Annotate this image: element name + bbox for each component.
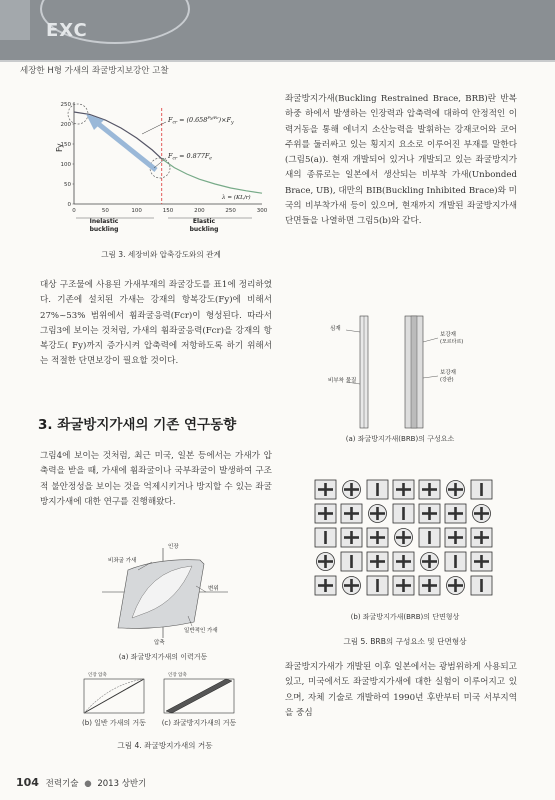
figure-4-caption: 그림 4. 좌굴방지가새의 거동 [117, 741, 213, 750]
brb-section-icon [445, 528, 466, 547]
right-paragraph-2: 좌굴방지가새가 개발된 이후 일본에서는 광범위하게 사용되고 있고, 미국에서도 좌굴방지가새에 대한 실험이 이루어지고 있으며, 자체 기술로 개발하여 1990년 후반부터 미국 서부지역을 중심 [285, 662, 517, 718]
brb-section-icon [341, 504, 362, 523]
fig5a-inner-core [411, 316, 417, 428]
page-number: 104 [16, 776, 39, 789]
figure-5a-svg [300, 312, 500, 432]
brb-section-icon [393, 552, 414, 571]
brb-section-icon [473, 505, 491, 523]
figure-5b-caption: (b) 좌굴방지가새(BRB)의 단면형상 [350, 613, 460, 621]
fig5a-leader-core [346, 330, 360, 332]
brb-section-icon [393, 576, 414, 595]
figure-5b-diagram [305, 474, 505, 609]
figure-4a-svg [88, 540, 238, 645]
brb-section-icon [421, 553, 439, 571]
x-tick-label: 0 [72, 208, 76, 214]
brb-section-icon [419, 480, 440, 499]
region-elastic-2: buckling [189, 226, 219, 233]
x-tick-label: 200 [194, 208, 205, 214]
brb-section-icon [341, 552, 362, 571]
brb-section-icon [395, 529, 413, 547]
right-paragraph-1: 좌굴방지가새(Buckling Restrained Brace, BRB)란 반복하중 하에서 발생하는 인장력과 압축력에 대하여 안정적인 이력거동을 통해 에너지 소산능력을 발휘하는 강재코어와 코어 주위를 둘러싸고 있는 횡지지 요소로 이루어진 부재를 말한다(그림5(a)). 현재 개발되어 있거나 개발되고 있는 좌굴방지가새의 종류로는 일본에서 생산되는 비부착 가새(Unbonded Brace, UB), 대만의 BIB(Buckling Inhibited Brace)와 미국의 비부착가새 등이 있으며, 현재까지 개발된 좌굴방지가새 단면들을 나열하면 그림5(b)와 같다. [285, 94, 517, 227]
brb-section-icon [315, 480, 336, 499]
fig4a-tension: 인장 [168, 544, 179, 550]
y-tick-label: 0 [67, 202, 71, 208]
fig5a-leader-stiff2 [423, 376, 438, 378]
header-band [0, 0, 555, 60]
brb-section-icon [315, 528, 336, 547]
brb-section-icon [419, 576, 440, 595]
fig5a-label-core: 심재 [330, 326, 341, 332]
brb-section-icon [447, 481, 465, 499]
y-tick-label: 250 [60, 102, 71, 108]
brb-section-icon [471, 528, 492, 547]
brb-section-icon [341, 528, 362, 547]
brb-section-icon [315, 576, 336, 595]
elastic-curve [162, 159, 262, 193]
y-tick-label: 50 [64, 182, 71, 188]
fig5a-label-stiff2b: (강관) [440, 377, 454, 383]
page-footer [16, 776, 146, 789]
y-tick-label: 200 [60, 122, 71, 128]
formula-inelastic: $F_{cr} = (0.658^{Fy/Fe})\times F_y$ [168, 115, 234, 126]
leader-line-1 [142, 122, 166, 134]
brb-section-icon [445, 504, 466, 523]
brb-section-icon [419, 528, 440, 547]
footer-bullet: ● [84, 779, 92, 789]
x-tick-label: 150 [162, 208, 174, 214]
figure-5-caption: 그림 5. BRB의 구성요소 및 단면형상 [343, 637, 467, 646]
figure-3-svg [56, 92, 274, 244]
section-title: 3. 좌굴방지가새의 기존 연구동향 [38, 417, 237, 433]
x-tick-label: 100 [131, 208, 142, 214]
brb-section-icon [471, 480, 492, 499]
figure-4b-diagram [80, 670, 148, 716]
fig4a-brace-label: 비좌굴 가새 [108, 558, 137, 564]
brb-section-icon [419, 504, 440, 523]
fig5a-label-unbond: 비부착 물질 [328, 378, 357, 384]
y-axis-label: Fy [55, 143, 64, 152]
figure-4c-svg [160, 670, 238, 716]
region-inelastic-1: Inelastic [89, 218, 119, 225]
x-axis-symbol: λ = (KL/r) [222, 195, 251, 201]
brb-section-icon [367, 552, 388, 571]
brb-section-icon [343, 577, 361, 595]
figure-5b-svg [305, 474, 505, 609]
left-paragraph-1: 대상 구조물에 사용된 가새부재의 좌굴강도를 표1에 정리하였다. 기존에 설치된 가새는 강재의 항복강도(Fy)에 비해서 27%~53% 범위에서 휨좌굴응력(Fcr)이 형성된다. 따라서 그림3에 보이는 것처럼, 가새의 휨좌굴응력(Fcr)을 강재의 항복강도( Fy)까지 증가시켜 압축력에 저항하도록 하기 위해서는 적절한 단면보강이 필요할 것이다. [40, 280, 272, 367]
leader-line-2 [154, 158, 166, 168]
brb-section-icon [393, 480, 414, 499]
issue-label: 2013 상반기 [97, 779, 147, 789]
brb-section-icon [367, 480, 388, 499]
x-tick-label: 250 [225, 208, 236, 214]
strength-curve [74, 112, 162, 159]
brb-section-icon [447, 577, 465, 595]
fig4a-disp: 변위 [208, 586, 219, 592]
figure-4c-diagram [160, 670, 238, 716]
header-rule [0, 60, 555, 62]
figure-3-caption: 그림 3. 세장비와 압축강도와의 관계 [101, 250, 221, 259]
fig4a-comp: 압축 [154, 640, 165, 646]
fig5a-label-stiff2: 보강재 [440, 370, 456, 376]
brb-section-icon [367, 576, 388, 595]
fig4b-tag: 인장 압축 [88, 673, 107, 678]
formula-elastic: $F_{cr} = 0.877F_e$ [168, 152, 212, 162]
fig4c-brace [166, 679, 232, 713]
region-elastic-1: Elastic [192, 218, 216, 225]
figure-4c-caption: (c) 좌굴방지가새의 거동 [161, 719, 237, 727]
brb-section-icon [343, 481, 361, 499]
figure-4b-caption: (b) 일반 가새의 거동 [82, 719, 146, 727]
y-tick-label: 100 [60, 162, 71, 168]
brb-section-icon [393, 504, 414, 523]
x-tick-label: 50 [101, 208, 109, 214]
brb-section-icon [369, 505, 387, 523]
x-tick-label: 300 [256, 208, 268, 214]
figure-4b-svg [80, 670, 148, 716]
fig4a-normal-label: 일반적인 가새 [184, 628, 218, 634]
brb-section-icon [471, 576, 492, 595]
left-paragraph-2: 그림4에 보이는 것처럼, 최근 미국, 일본 등에서는 가새가 압축력을 받을 때, 가새에 휨좌굴이나 국부좌굴이 발생하여 구조적 불안정성을 보이는 것을 억제시키거나 방지할 수 있는 좌굴방지가새에 대한 연구를 진행해왔다. [40, 451, 272, 507]
figure-3-chart [56, 92, 274, 244]
figure-4a-caption: (a) 좌굴방지가새의 이력거동 [118, 653, 208, 661]
y-tick-label: 150 [60, 142, 71, 148]
brb-section-icon [317, 553, 335, 571]
fig5a-label-stiff1b: (모르타르) [440, 339, 464, 345]
magazine-logo: EXC [46, 20, 88, 41]
brb-section-icon [445, 552, 466, 571]
magazine-name: 전력기술 [45, 779, 79, 789]
brb-section-icon [367, 528, 388, 547]
header-pad [0, 0, 30, 40]
figure-5a-diagram [300, 312, 500, 432]
figure-4a-diagram [88, 540, 238, 645]
figure-5a-caption: (a) 좌굴방지가새(BRB)의 구성요소 [345, 435, 455, 443]
article-title: 세장한 H형 가새의 좌굴방지보강안 고찰 [20, 66, 169, 76]
brb-section-icon [471, 552, 492, 571]
fig4b-brace [84, 679, 144, 713]
brb-section-icon [315, 504, 336, 523]
fig5a-label-stiff1: 보강재 [440, 332, 456, 338]
fig4c-tag: 인장 압축 [168, 673, 187, 678]
region-inelastic-2: buckling [89, 226, 119, 233]
fig5a-leader-stiff1 [423, 338, 438, 342]
